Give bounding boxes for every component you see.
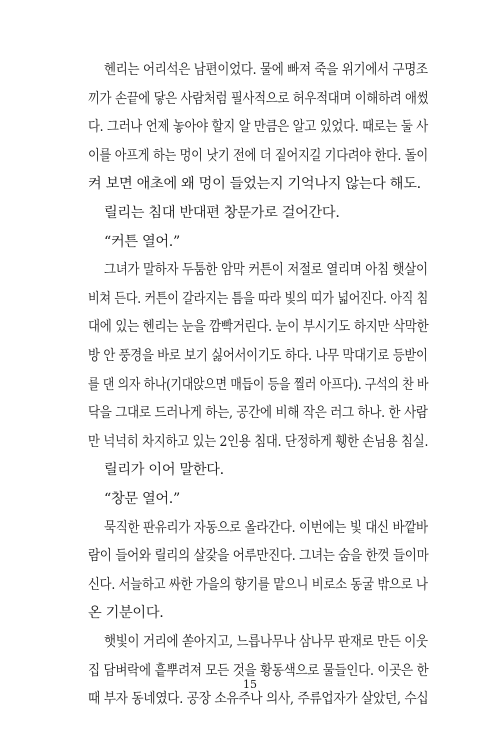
text-line: 켜 보면 애초에 왜 멍이 들었는지 기억나지 않는다 해도. — [88, 176, 421, 193]
text-line: 다. 그러나 언제 놓아야 할지 알 만큼은 알고 있었다. 때로는 둘 사 — [88, 119, 428, 136]
text-line: 햇빛이 거리에 쏟아지고, 느릅나무나 삼나무 판재로 만든 이웃 — [104, 634, 428, 650]
text-line: 를 댄 의자 하나(기대앉으면 매듭이 등을 찔러 아프다). 구석의 찬 바 — [88, 376, 429, 393]
text-line: “창문 열어.” — [104, 491, 180, 507]
text-line: “커튼 열어.” — [104, 233, 180, 250]
text-line: 그녀가 말하자 두툼한 암막 커튼이 저절로 열리며 아침 햇살이 — [104, 262, 428, 279]
text-line: 비쳐 든다. 커튼이 갈라지는 틈을 따라 빛의 띠가 넓어진다. 아직 침 — [88, 290, 429, 307]
text-line: 이를 아프게 하는 멍이 낫기 전에 더 짙어지길 기다려야 한다. 돌이 — [88, 147, 428, 164]
text-line: 신다. 서늘하고 싸한 가을의 향기를 맡으니 비로소 동굴 밖으로 나 — [88, 576, 428, 593]
text-line: 헨리는 어리석은 남편이었다. 물에 빠져 죽을 위기에서 구명조 — [104, 62, 428, 78]
text-line: 온 기분이다. — [88, 605, 164, 622]
text-line: 람이 들어와 릴리의 살갗을 어루만진다. 그녀는 숨을 한껏 들이마 — [88, 548, 429, 565]
text-line: 만 넉넉히 차지하고 있는 2인용 침대. 단정하게 휑한 손님용 침실. — [88, 433, 429, 450]
text-line: 때 부자 동네였다. 공장 소유주나 의사, 주류업자가 살았던, 수십 — [88, 691, 429, 708]
text-line: 집 담벼락에 흩뿌려져 모든 것을 황동색으로 물들인다. 이곳은 한 — [88, 662, 429, 679]
text-line: 릴리가 이어 말한다. — [104, 462, 224, 479]
text-line: 대에 있는 헨리는 눈을 깜빡거린다. 눈이 부시기도 하지만 삭막한 — [88, 319, 429, 336]
text-line: 끼가 손끝에 닿은 사람처럼 필사적으로 허우적대며 이해하려 애썼 — [88, 90, 429, 107]
text-line: 방 안 풍경을 바로 보기 싫어서이기도 하다. 나무 막대기로 등받이 — [88, 348, 428, 364]
text-line: 닥을 그대로 드러나게 하는, 공간에 비해 작은 러그 하나. 한 사람 — [88, 405, 428, 422]
text-line: 릴리는 침대 반대편 창문가로 걸어간다. — [104, 205, 340, 221]
text-line: 묵직한 판유리가 자동으로 올라간다. 이번에는 빛 대신 바깥바 — [104, 519, 428, 536]
page-number: 15 — [243, 678, 257, 691]
